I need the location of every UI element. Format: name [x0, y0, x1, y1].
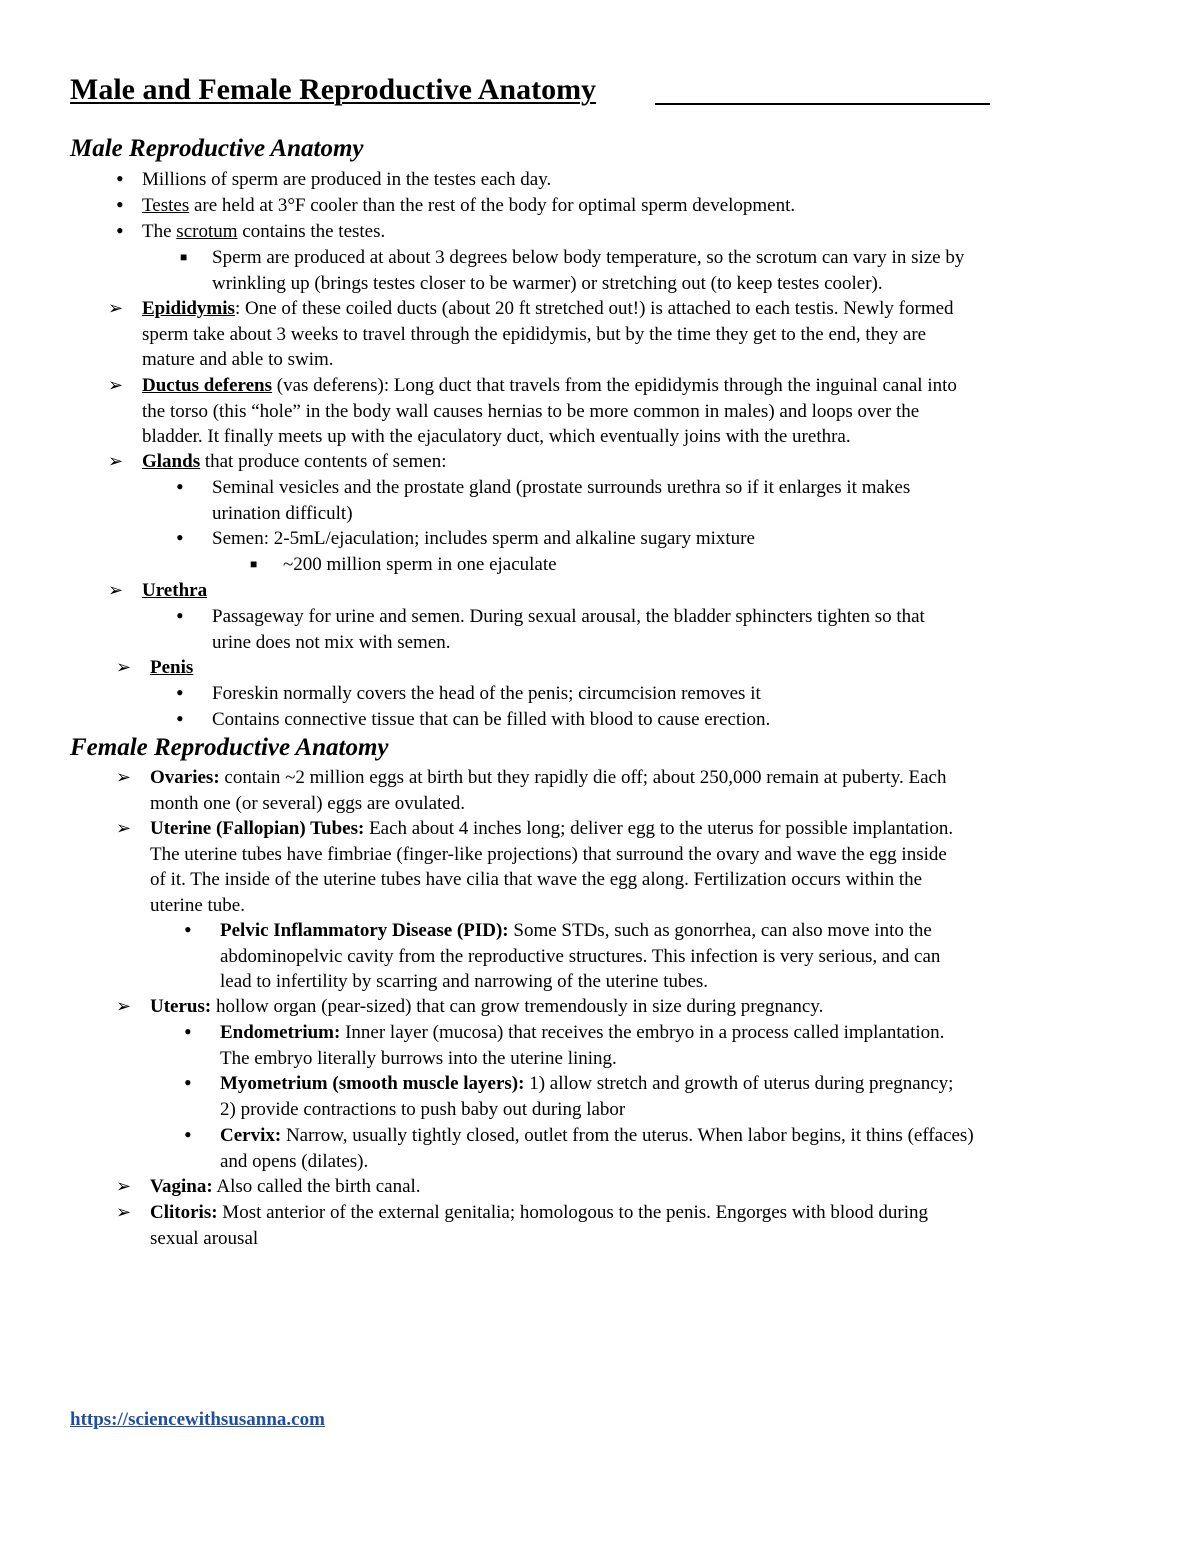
arrow-bullet-icon: ➢ — [108, 451, 124, 472]
bullet-icon: • — [184, 917, 192, 942]
list-item-uterus: Uterus: hollow organ (pear-sized) that can grow tremendously in size during pregnancy. — [150, 996, 824, 1017]
bullet-icon: • — [176, 680, 184, 705]
list-item: Contains connective tissue that can be filled with blood to cause erection. — [212, 709, 771, 730]
list-item-uterine-tubes: Uterine (Fallopian) Tubes: Each about 4 inches long; deliver egg to the uterus for possible implantation. The uterine tubes have fimbriae (finger-like projections) that surround the ovary and wave the egg inside of it. The inside of the uterine tubes have cilia that wave the egg along. Fertilization occurs within the uterine tube. — [150, 818, 954, 916]
arrow-bullet-icon: ➢ — [116, 996, 132, 1017]
list-item: Sperm are produced at about 3 degrees below body temperature, so the scrotum can vary in size by wrinkling up (brings testes closer to be warmer) or stretching out (to keep testes cooler). — [212, 247, 965, 294]
bullet-icon: • — [184, 1122, 192, 1147]
bullet-icon: • — [176, 525, 184, 550]
list-item: Testes are held at 3°F cooler than the rest of the body for optimal sperm development. — [142, 195, 796, 216]
bullet-icon: • — [116, 192, 124, 217]
list-item-pid: Pelvic Inflammatory Disease (PID): Some STDs, such as gonorrhea, can also move into the abdominopelvic cavity from the reproductive structures. This infection is very serious, and can lead to infertility by scarring and narrowing of the uterine tubes. — [220, 920, 941, 992]
list-item: Millions of sperm are produced in the testes each day. — [142, 169, 552, 190]
male-section-heading: Male Reproductive Anatomy — [70, 135, 364, 162]
list-item-ductus-deferens: Ductus deferens (vas deferens): Long duct that travels from the epididymis through the inguinal canal into the torso (this “hole” in the body wall causes hernias to be more common in males) and loops over the bladder. It finally meets up with the ejaculatory duct, which eventually joins with the urethra. — [142, 375, 957, 447]
list-item: Seminal vesicles and the prostate gland (prostate surrounds urethra so if it enlarges it makes urination difficult) — [212, 477, 911, 524]
bullet-icon: • — [184, 1070, 192, 1095]
list-item: The scrotum contains the testes. — [142, 221, 386, 242]
list-item-vagina: Vagina: Also called the birth canal. — [150, 1176, 421, 1197]
bullet-icon: • — [176, 603, 184, 628]
arrow-bullet-icon: ➢ — [116, 1176, 132, 1197]
list-item: Foreskin normally covers the head of the penis; circumcision removes it — [212, 683, 761, 704]
square-bullet-icon: ■ — [180, 250, 188, 264]
page-title: Male and Female Reproductive Anatomy — [70, 73, 597, 106]
list-item-cervix: Cervix: Narrow, usually tightly closed, outlet from the uterus. When labor begins, it thins (effaces) and opens (dilates). — [220, 1125, 974, 1172]
arrow-bullet-icon: ➢ — [116, 818, 132, 839]
list-item-myometrium: Myometrium (smooth muscle layers): 1) allow stretch and growth of uterus during pregnancy; 2) provide contractions to push baby out during labor — [220, 1073, 954, 1120]
bullet-icon: • — [176, 474, 184, 499]
bullet-icon: • — [176, 706, 184, 731]
female-section-heading: Female Reproductive Anatomy — [70, 734, 389, 761]
arrow-bullet-icon: ➢ — [116, 767, 132, 788]
title-underline-rule — [655, 103, 990, 105]
arrow-bullet-icon: ➢ — [108, 580, 124, 601]
arrow-bullet-icon: ➢ — [116, 657, 132, 678]
footer-website-link[interactable]: https://sciencewithsusanna.com — [70, 1409, 325, 1430]
square-bullet-icon: ■ — [250, 557, 258, 571]
list-item: Semen: 2-5mL/ejaculation; includes sperm and alkaline sugary mixture — [212, 528, 755, 549]
list-item: Passageway for urine and semen. During sexual arousal, the bladder sphincters tighten so that urine does not mix with semen. — [212, 606, 925, 653]
list-item-urethra: Urethra — [142, 580, 208, 601]
arrow-bullet-icon: ➢ — [116, 1202, 132, 1223]
list-item-clitoris: Clitoris: Most anterior of the external genitalia; homologous to the penis. Engorges with blood during sexual arousal — [150, 1202, 928, 1249]
bullet-icon: • — [116, 166, 124, 191]
arrow-bullet-icon: ➢ — [108, 375, 124, 396]
list-item: ~200 million sperm in one ejaculate — [283, 554, 557, 575]
arrow-bullet-icon: ➢ — [108, 298, 124, 319]
bullet-icon: • — [116, 218, 124, 243]
bullet-icon: • — [184, 1019, 192, 1044]
list-item-ovaries: Ovaries: contain ~2 million eggs at birth but they rapidly die off; about 250,000 remain at puberty. Each month one (or several) eggs are ovulated. — [150, 767, 947, 814]
list-item-glands: Glands that produce contents of semen: — [142, 451, 447, 472]
list-item-endometrium: Endometrium: Inner layer (mucosa) that receives the embryo in a process called implantation. The embryo literally burrows into the uterine lining. — [220, 1022, 945, 1069]
list-item-penis: Penis — [150, 657, 194, 678]
list-item-epididymis: Epididymis: One of these coiled ducts (about 20 ft stretched out!) is attached to each testis. Newly formed sperm take about 3 weeks to travel through the epididymis, but by the time they get to the end, they are mature and able to swim. — [142, 298, 954, 370]
